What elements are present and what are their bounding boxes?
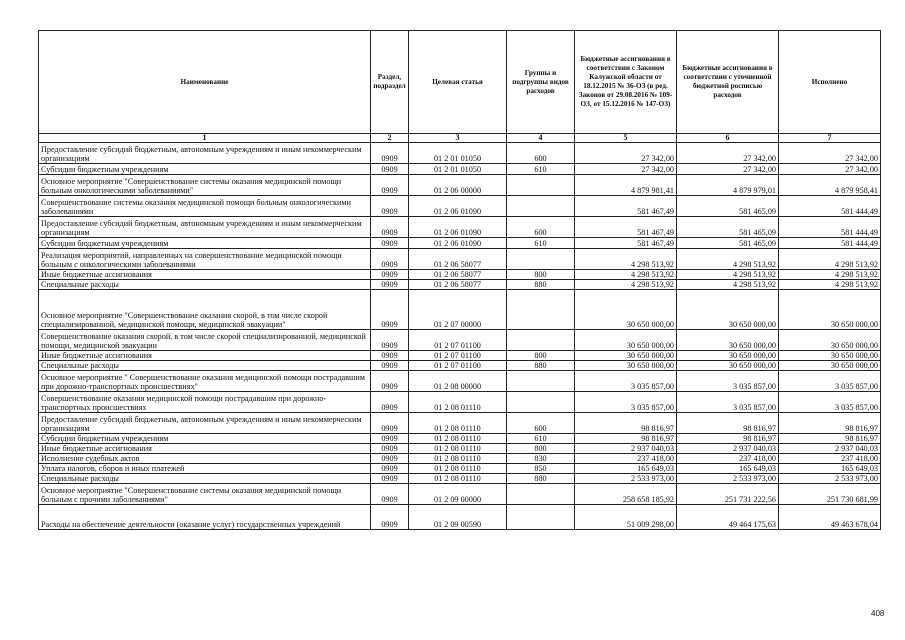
table-cell-group: 600 bbox=[507, 143, 575, 164]
table-cell-group: 610 bbox=[507, 434, 575, 444]
table-cell-target: 01 2 08 00000 bbox=[409, 371, 507, 392]
table-row bbox=[39, 474, 881, 484]
table-cell-executed: 581 444,49 bbox=[779, 238, 881, 249]
table-cell-budget-refined: 4 879 979,01 bbox=[677, 175, 779, 196]
table-cell-executed: 3 035 857,00 bbox=[779, 392, 881, 413]
table-cell-budget-law: 4 879 981,41 bbox=[575, 175, 677, 196]
table-cell-section: 0909 bbox=[371, 484, 409, 505]
table-cell-name: Реализация мероприятий, направленных на совершенствование медицинской помощи больным с онкологическими заболеваниями bbox=[39, 249, 371, 270]
table-cell-executed: 581 444,49 bbox=[779, 217, 881, 238]
table-cell-budget-law: 30 650 000,00 bbox=[575, 290, 677, 330]
table-cell-executed: 30 650 000,00 bbox=[779, 351, 881, 361]
table-cell-section: 0909 bbox=[371, 238, 409, 249]
table-cell-section: 0909 bbox=[371, 249, 409, 270]
table-cell-target: 01 2 07 01100 bbox=[409, 351, 507, 361]
column-number: 6 bbox=[677, 134, 779, 143]
table-cell-executed: 3 035 857,00 bbox=[779, 371, 881, 392]
table-cell-section: 0909 bbox=[371, 474, 409, 484]
table-cell-group: 800 bbox=[507, 444, 575, 454]
table-cell-budget-law: 98 816,97 bbox=[575, 413, 677, 434]
table-cell-name: Уплата налогов, сборов и иных платежей bbox=[39, 464, 371, 474]
header-target: Целевая статья bbox=[409, 31, 507, 134]
table-cell-group bbox=[507, 484, 575, 505]
table-cell-name: Субсидии бюджетным учреждениям bbox=[39, 434, 371, 444]
table-row bbox=[39, 290, 881, 330]
table-cell-group bbox=[507, 505, 575, 530]
table-cell-budget-law: 30 650 000,00 bbox=[575, 351, 677, 361]
table-row bbox=[39, 392, 881, 413]
table-cell-executed: 30 650 000,00 bbox=[779, 361, 881, 371]
table-cell-target: 01 2 07 01100 bbox=[409, 361, 507, 371]
table-cell-group bbox=[507, 392, 575, 413]
table-cell-budget-refined: 581 465,09 bbox=[677, 196, 779, 217]
table-cell-group: 850 bbox=[507, 464, 575, 474]
table-row bbox=[39, 351, 881, 361]
table-cell-section: 0909 bbox=[371, 464, 409, 474]
table-cell-section: 0909 bbox=[371, 392, 409, 413]
table-cell-budget-refined: 251 731 222,56 bbox=[677, 484, 779, 505]
table-cell-budget-law: 581 467,49 bbox=[575, 196, 677, 217]
column-number-row bbox=[39, 134, 881, 143]
page-number: 408 bbox=[871, 609, 885, 618]
table-cell-budget-law: 581 467,49 bbox=[575, 238, 677, 249]
table-cell-target: 01 2 08 01110 bbox=[409, 444, 507, 454]
table-cell-executed: 30 650 000,00 bbox=[779, 290, 881, 330]
table-cell-name: Специальные расходы bbox=[39, 280, 371, 290]
header-executed: Исполнено bbox=[779, 31, 881, 134]
table-cell-target: 01 2 09 00590 bbox=[409, 505, 507, 530]
table-cell-budget-refined: 581 465,09 bbox=[677, 238, 779, 249]
table-cell-group bbox=[507, 249, 575, 270]
table-cell-budget-law: 2 533 973,00 bbox=[575, 474, 677, 484]
table-row bbox=[39, 330, 881, 351]
table-cell-name: Совершенствование оказания медицинской помощи пострадавшим при дорожно-транспортных происшествиях bbox=[39, 392, 371, 413]
table-cell-section: 0909 bbox=[371, 434, 409, 444]
table-cell-target: 01 2 06 58077 bbox=[409, 270, 507, 280]
table-row bbox=[39, 175, 881, 196]
table-row bbox=[39, 280, 881, 290]
table-cell-executed: 49 463 678,04 bbox=[779, 505, 881, 530]
table-cell-name: Исполнение судебных актов bbox=[39, 454, 371, 464]
table-cell-budget-law: 165 649,03 bbox=[575, 464, 677, 474]
table-cell-target: 01 2 06 01090 bbox=[409, 238, 507, 249]
table-cell-budget-refined: 27 342,00 bbox=[677, 164, 779, 175]
table-cell-group: 610 bbox=[507, 238, 575, 249]
table-row bbox=[39, 413, 881, 434]
table-row bbox=[39, 270, 881, 280]
table-cell-group: 830 bbox=[507, 454, 575, 464]
table-cell-target: 01 2 07 00000 bbox=[409, 290, 507, 330]
table-cell-executed: 4 298 513,92 bbox=[779, 280, 881, 290]
table-cell-group bbox=[507, 371, 575, 392]
table-cell-budget-refined: 27 342,00 bbox=[677, 143, 779, 164]
table-cell-budget-refined: 30 650 000,00 bbox=[677, 361, 779, 371]
table-cell-section: 0909 bbox=[371, 175, 409, 196]
table-cell-executed: 4 298 513,92 bbox=[779, 249, 881, 270]
table-cell-section: 0909 bbox=[371, 143, 409, 164]
table-cell-target: 01 2 01 01050 bbox=[409, 143, 507, 164]
table-cell-target: 01 2 08 01110 bbox=[409, 434, 507, 444]
table-cell-name: Основное мероприятие "Совершенствование оказания скорой, в том числе скорой специализированной, медицинской помощи, медицинской эвакуации" bbox=[39, 290, 371, 330]
table-row bbox=[39, 361, 881, 371]
table-cell-name: Основное мероприятие " Совершенствование оказания медицинской помощи пострадавшим при дорожно-транспортных происшествиях" bbox=[39, 371, 371, 392]
table-row bbox=[39, 484, 881, 505]
table-cell-name: Иные бюджетные ассигнования bbox=[39, 444, 371, 454]
table-cell-budget-refined: 98 816,97 bbox=[677, 434, 779, 444]
table-cell-target: 01 2 07 01100 bbox=[409, 330, 507, 351]
table-cell-budget-law: 30 650 000,00 bbox=[575, 361, 677, 371]
table-cell-executed: 2 533 973,00 bbox=[779, 474, 881, 484]
table-cell-executed: 2 937 040,03 bbox=[779, 444, 881, 454]
table-cell-group: 880 bbox=[507, 280, 575, 290]
table-cell-budget-law: 98 816,97 bbox=[575, 434, 677, 444]
table-cell-name: Предоставление субсидий бюджетным, автономным учреждениям и иным некоммерческим организациям bbox=[39, 217, 371, 238]
table-cell-section: 0909 bbox=[371, 505, 409, 530]
table-cell-budget-law: 27 342,00 bbox=[575, 164, 677, 175]
table-cell-executed: 27 342,00 bbox=[779, 164, 881, 175]
table-cell-name: Специальные расходы bbox=[39, 361, 371, 371]
table-cell-budget-law: 2 937 040,03 bbox=[575, 444, 677, 454]
column-number: 7 bbox=[779, 134, 881, 143]
table-cell-executed: 98 816,97 bbox=[779, 413, 881, 434]
table-cell-target: 01 2 08 01110 bbox=[409, 392, 507, 413]
table-cell-name: Иные бюджетные ассигнования bbox=[39, 351, 371, 361]
table-row bbox=[39, 454, 881, 464]
table-cell-budget-refined: 4 298 513,92 bbox=[677, 249, 779, 270]
table-cell-name: Совершенствование системы оказания медицинской помощи больным онкологическими заболеваниями bbox=[39, 196, 371, 217]
header-budget-refined: Бюджетные ассигнования в соответствии с уточненной бюджетной росписью расходов bbox=[677, 31, 779, 134]
table-cell-budget-refined: 3 035 857,00 bbox=[677, 371, 779, 392]
table-cell-section: 0909 bbox=[371, 454, 409, 464]
table-cell-budget-refined: 2 533 973,00 bbox=[677, 474, 779, 484]
column-number: 3 bbox=[409, 134, 507, 143]
table-cell-target: 01 2 08 01110 bbox=[409, 464, 507, 474]
table-cell-executed: 27 342,00 bbox=[779, 143, 881, 164]
table-cell-target: 01 2 01 01050 bbox=[409, 164, 507, 175]
table-cell-group: 610 bbox=[507, 164, 575, 175]
table-cell-target: 01 2 06 01090 bbox=[409, 196, 507, 217]
table-cell-budget-refined: 165 649,03 bbox=[677, 464, 779, 474]
table-cell-budget-law: 237 418,00 bbox=[575, 454, 677, 464]
table-cell-executed: 4 879 958,41 bbox=[779, 175, 881, 196]
header-row bbox=[39, 31, 881, 134]
table-row bbox=[39, 217, 881, 238]
table-cell-budget-law: 3 035 857,00 bbox=[575, 392, 677, 413]
table-row bbox=[39, 444, 881, 454]
table-cell-group bbox=[507, 330, 575, 351]
budget-table bbox=[38, 30, 881, 530]
table-cell-budget-refined: 4 298 513,92 bbox=[677, 270, 779, 280]
table-cell-section: 0909 bbox=[371, 413, 409, 434]
table-cell-budget-refined: 98 816,97 bbox=[677, 413, 779, 434]
table-cell-executed: 581 444,49 bbox=[779, 196, 881, 217]
table-cell-target: 01 2 09 00000 bbox=[409, 484, 507, 505]
table-cell-target: 01 2 06 58077 bbox=[409, 280, 507, 290]
table-cell-budget-refined: 30 650 000,00 bbox=[677, 330, 779, 351]
table-cell-budget-law: 4 298 513,92 bbox=[575, 249, 677, 270]
table-cell-budget-law: 581 467,49 bbox=[575, 217, 677, 238]
table-cell-executed: 165 649,03 bbox=[779, 464, 881, 474]
table-cell-section: 0909 bbox=[371, 351, 409, 361]
table-row bbox=[39, 434, 881, 444]
table-cell-executed: 30 650 000,00 bbox=[779, 330, 881, 351]
table-cell-name: Расходы на обеспечение деятельности (оказание услуг) государственных учреждений bbox=[39, 505, 371, 530]
table-cell-budget-refined: 3 035 857,00 bbox=[677, 392, 779, 413]
header-section: Раздел, подраздел bbox=[371, 31, 409, 134]
table-cell-target: 01 2 06 00000 bbox=[409, 175, 507, 196]
table-cell-name: Специальные расходы bbox=[39, 474, 371, 484]
column-number: 5 bbox=[575, 134, 677, 143]
column-number: 4 bbox=[507, 134, 575, 143]
table-cell-section: 0909 bbox=[371, 280, 409, 290]
table-cell-section: 0909 bbox=[371, 444, 409, 454]
table-row bbox=[39, 164, 881, 175]
table-cell-section: 0909 bbox=[371, 270, 409, 280]
table-cell-budget-refined: 30 650 000,00 bbox=[677, 290, 779, 330]
table-cell-section: 0909 bbox=[371, 361, 409, 371]
table-cell-section: 0909 bbox=[371, 196, 409, 217]
table-cell-budget-law: 27 342,00 bbox=[575, 143, 677, 164]
table-cell-name: Основное мероприятие "Совершенствование системы оказания медицинской помощи больным онкологическими заболеваниями" bbox=[39, 175, 371, 196]
table-cell-budget-law: 258 658 185,92 bbox=[575, 484, 677, 505]
table-cell-name: Предоставление субсидий бюджетным, автономным учреждениям и иным некоммерческим организациям bbox=[39, 143, 371, 164]
table-cell-name: Основное мероприятие "Совершенствование системы оказания медицинской помощи больным с прочими заболеваниями" bbox=[39, 484, 371, 505]
table-cell-budget-refined: 4 298 513,92 bbox=[677, 280, 779, 290]
table-row bbox=[39, 238, 881, 249]
table-cell-group bbox=[507, 290, 575, 330]
table-row bbox=[39, 249, 881, 270]
table-cell-budget-refined: 581 465,09 bbox=[677, 217, 779, 238]
table-cell-name: Предоставление субсидий бюджетным, автономным учреждениям и иным некоммерческим организациям bbox=[39, 413, 371, 434]
table-cell-budget-law: 51 009 298,00 bbox=[575, 505, 677, 530]
table-row bbox=[39, 196, 881, 217]
table-row bbox=[39, 464, 881, 474]
table-cell-group: 880 bbox=[507, 361, 575, 371]
table-cell-budget-law: 30 650 000,00 bbox=[575, 330, 677, 351]
table-cell-target: 01 2 08 01110 bbox=[409, 454, 507, 464]
table-cell-target: 01 2 08 01110 bbox=[409, 474, 507, 484]
table-cell-executed: 237 418,00 bbox=[779, 454, 881, 464]
table-body bbox=[39, 143, 881, 530]
column-number: 1 bbox=[39, 134, 371, 143]
table-cell-budget-refined: 30 650 000,00 bbox=[677, 351, 779, 361]
header-budget-law: Бюджетные ассигнования в соответствии с Законом Калужской области от 18.12.2015 № 36-ОЗ (в ред. Законов от 29.08.2016 № 109-ОЗ, от 15.12.2016 № 147-ОЗ) bbox=[575, 31, 677, 134]
table-cell-group: 800 bbox=[507, 270, 575, 280]
table-cell-budget-refined: 2 937 040,03 bbox=[677, 444, 779, 454]
table-cell-name: Субсидии бюджетным учреждениям bbox=[39, 164, 371, 175]
table-cell-target: 01 2 06 58077 bbox=[409, 249, 507, 270]
table-cell-budget-law: 4 298 513,92 bbox=[575, 280, 677, 290]
table-cell-section: 0909 bbox=[371, 217, 409, 238]
column-number: 2 bbox=[371, 134, 409, 143]
table-cell-executed: 251 730 681,99 bbox=[779, 484, 881, 505]
table-cell-executed: 98 816,97 bbox=[779, 434, 881, 444]
table-cell-group: 880 bbox=[507, 474, 575, 484]
table-cell-name: Иные бюджетные ассигнования bbox=[39, 270, 371, 280]
table-cell-target: 01 2 08 01110 bbox=[409, 413, 507, 434]
table-cell-section: 0909 bbox=[371, 290, 409, 330]
table-cell-group: 600 bbox=[507, 413, 575, 434]
table-cell-group: 800 bbox=[507, 351, 575, 361]
table-cell-budget-law: 3 035 857,00 bbox=[575, 371, 677, 392]
table-cell-name: Совершенствование оказания скорой, в том числе скорой специализированной, медицинской помощи, медицинской эвакуации bbox=[39, 330, 371, 351]
table-cell-executed: 4 298 513,92 bbox=[779, 270, 881, 280]
table-cell-section: 0909 bbox=[371, 164, 409, 175]
table-cell-group bbox=[507, 196, 575, 217]
table-row bbox=[39, 505, 881, 530]
table-cell-group bbox=[507, 175, 575, 196]
header-name: Наименование bbox=[39, 31, 371, 134]
table-cell-group: 600 bbox=[507, 217, 575, 238]
table-row bbox=[39, 143, 881, 164]
table-cell-name: Субсидии бюджетным учреждениям bbox=[39, 238, 371, 249]
table-cell-section: 0909 bbox=[371, 371, 409, 392]
table-row bbox=[39, 371, 881, 392]
table-cell-budget-refined: 237 418,00 bbox=[677, 454, 779, 464]
table-cell-section: 0909 bbox=[371, 330, 409, 351]
header-groups: Группы и подгруппы видов расходов bbox=[507, 31, 575, 134]
table-cell-budget-law: 4 298 513,92 bbox=[575, 270, 677, 280]
table-cell-target: 01 2 06 01090 bbox=[409, 217, 507, 238]
table-cell-budget-refined: 49 464 175,63 bbox=[677, 505, 779, 530]
